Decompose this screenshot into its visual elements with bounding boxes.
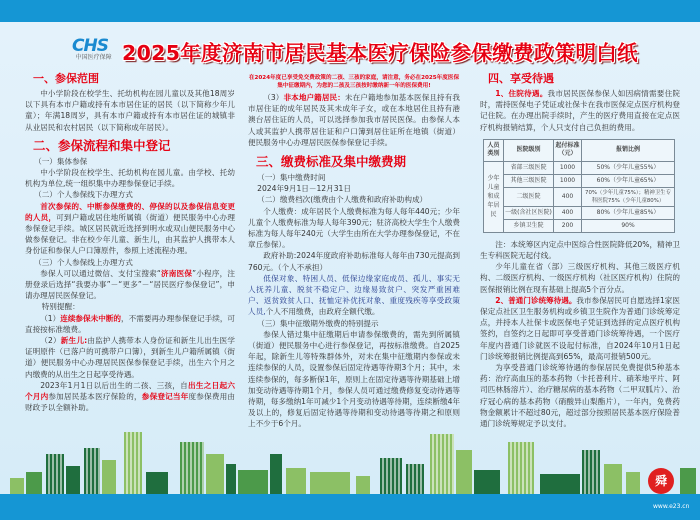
chs-logo-subtitle: 中国医疗保障 (75, 54, 112, 61)
group-enroll-title: （一）集体参保 (34, 156, 88, 166)
section-scope-heading: 一、参保范围 (33, 72, 99, 85)
col-header-deductible: 起付标准（元） (554, 139, 582, 161)
free-medicine-note: 为享受普通门诊统筹待遇的参保居民免费提供5种基本药：治疗高血压的基本药物（卡托普利片、硝苯地平片、阿司匹林肠溶片）、治疗糖尿病的基本药物（二甲双胍片）、治疗冠心病的基本药物（硝酸异山梨酯片），一年内，免费药物金额累计不超过80元，超过部分按照居民基本医疗保险普通门诊统筹规定予以支付。 (480, 363, 680, 429)
tip-continuous: （1）连续参保未中断的，不需要再办理参保登记手续，可直接按标准缴费。 (25, 313, 236, 334)
fee-tier-title: （二）缴费档次(缴费由个人缴费和政府补助构成） (257, 195, 428, 205)
bottom-banner (0, 494, 700, 520)
top-banner (0, 0, 700, 22)
section-fee-heading: 三、缴费标准及集中缴费期 (256, 154, 407, 170)
online-enroll-body: 参保人可以通过微信、支付宝搜索“济南医保”小程序，注册登录后选择“我要办事”－“更多”－“居民医疗参保登记”，申请办理居民医保登记。 (25, 268, 235, 301)
table-row: 少年儿童和成年居民 省部三级医院 1000 50%（少年儿童55%） (484, 161, 675, 174)
late-payment-title: （三）集中征缴期外缴费的特别提示 (257, 318, 379, 328)
column-middle (248, 74, 460, 430)
col-header-level: 医院级别 (504, 139, 554, 161)
collection-period-title: （一）集中缴费时间 (257, 173, 326, 183)
section-benefits-heading: 四、享受待遇 (488, 72, 554, 85)
mini-program-name: 济南医保 (160, 268, 193, 278)
collection-period-dates: 2024年9月1日－12月31日 (257, 184, 351, 194)
special-tip-title: 特别提醒： (41, 302, 80, 312)
table-row: 二级医院 400 70%（少年儿童75%）；精神卫生专科医院75%（少年儿童80%） (484, 187, 675, 206)
column-left (25, 70, 235, 413)
watermark-site: www.e23.cn (653, 503, 690, 510)
children-extra-note: 少年儿童在省（部）三级医疗机构、其他三级医疗机构、二级医疗机构、一级医疗机构（社区医疗机构）住院的医保报销比例在现有基础上提高5个百分点。 (480, 262, 680, 294)
tip-newborn: （2）新生儿:由监护人携带本人身份证和新生儿出生医学证明原件（已落户的可携带户口簿），到新生儿户籍所属镇（街道）便民服务中心办理居民医保参保登记手续，出生六个月之内缴费的从出生之日起享受待遇。 (25, 336, 236, 379)
offline-enroll-body: 首次参保的、中断参保缴费的、停保的以及参保信息变更的人员，可到户籍或居住地所属镇（街道）便民服务中心办理参保登记手续。城区居民就近选择到明水或双山便民服务中心做参保登记。非在校少年儿童、新生儿，由其监护人携带本人身份证和参保人户口簿原件，参照上述流程办理。 (25, 201, 235, 256)
watermark-stamp-icon: 舜 (648, 468, 674, 494)
exempt-groups: 低保对象、特困人员、低保边缘家庭成员、孤儿、事实无人抚养儿童、脱贫不稳定户、边缘易致贫户、突发严重困难户、返贫致贫人口、抚恤定补优抚对象、重度残疾等享受政策人员,个人不用缴费，由政府全额代缴。 (248, 273, 460, 317)
inpatient-benefit: 1、住院待遇。我市居民医保参保人如因病情需要住院时，需持医保电子凭证或社保卡在我市医保定点医疗机构登记住院。在办理出院手续时，产生的医疗费用直接在定点医疗机构报销结算，个人只支付自己负担的费用。 (480, 89, 680, 132)
tcm-note: 注：本统筹区内定点中医综合性医院降低20%，精神卫生专科医院无起付线。 (480, 239, 680, 261)
non-local-resident: （3）非本地户籍居民：未在户籍地参加基本医保且持有我市居住证的成年居民及其未成年子女，或在本地居住且持有港澳台居住证的人员，可以选择参加我市居民医保。由参保人本人或其监护人携带居住证和户口簿到居住证所在地镇（街道）便民服务中心办理居民医保参保登记手续。 (248, 93, 461, 147)
section-process-heading: 二、参保流程和集中登记 (33, 137, 171, 153)
red-notice: 在2024年度已享受免交费政策的二孩、三孩的家庭，请注意，务必在2025年度医保集中征缴期内，为您的二孩及三孩按时缴纳新一年的医保费用! (248, 75, 460, 89)
section-scope-body: 中小学阶段在校学生、托幼机构在园儿童以及其他18周岁以下具有本市户籍或持有本市居住证的居民（以下简称少年儿童）；年满18周岁，具有本市户籍或持有本市居住证的城镇非从业居民和农村居民（以下简称成年居民）。 (25, 89, 235, 132)
outpatient-benefit: 2、普通门诊统筹待遇。我市参保居民可自愿选择1家医保定点社区卫生服务机构或乡镇卫生院作为普通门诊统筹定点，并持本人社保卡或医保电子凭证到选择的定点医疗机构签约，自签约之日起即可享受普通门诊统筹待遇，一个医疗年度内普通门诊就医不设起付标准，自2024年10月1日起门诊统筹报销比例提高到65%，最高可报销500元。 (480, 295, 680, 361)
offline-enroll-title: （二）个人参保线下办理方式 (34, 190, 133, 200)
col-header-category: 人员类别 (484, 139, 504, 161)
government-subsidy: 政府补助:2024年度政府补助标准每人每年由730元提高到760元。（个人不承担） (248, 251, 460, 272)
online-enroll-title: （三）个人参保线上办理方式 (34, 257, 133, 267)
table-row: 乡镇卫生院 200 90% (484, 219, 675, 232)
chs-logo (62, 38, 118, 62)
column-right (480, 70, 680, 429)
table-row: 其他三级医院 1000 60%（少年儿童65%） (484, 174, 675, 187)
group-enroll-body: 中小学阶段在校学生、托幼机构在园儿童。由学校、托幼机构为单位,统一组织集中办理参保登记手续。 (25, 168, 235, 189)
table-row: 一级(含社区医院) 400 80%（少年儿童85%） (484, 206, 675, 219)
reimbursement-table (483, 139, 675, 233)
category-cell: 少年儿童和成年居民 (484, 161, 504, 232)
late-payment-body: 参保人错过集中征缴期后申请参保缴费的，需先到所属镇（街道）便民服务中心进行参保登记，再按标准缴费。自2025年起，除新生儿等特殊群体外，对未在集中征缴期内参保或未连续参保的人员，设置参保后固定待遇等待期3个月；其中，未连续参保的，每多断保1年，原则上在固定待遇等待期基础上增加变动待遇等待期1个月，参保人员可通过缴费修复变动待遇等待期，每多缴纳1年可减少1个月变动待遇等待期，连续断缴4年及以上的，修复后固定待遇等待期和变动待遇等待期之和原则上不少于6个月。 (248, 329, 460, 429)
page-title: 2025年度济南市居民基本医疗保险参保缴费政策明白纸 (122, 41, 638, 65)
offline-enroll-highlight: 首次参保的、中断参保缴费的、停保的以及参保信息变更的人员， (25, 201, 235, 222)
second-third-child-note: 2023年1月1日以后出生的二孩、三孩，自出生之日起六个月内参加居民基本医疗保险的，参保登记当年度参保费用由财政予以全额补助。 (25, 380, 236, 413)
chs-logo-mark: CHS (72, 36, 108, 56)
personal-fee: 个人缴费：成年居民个人缴费标准为每人每年440元；少年儿童个人缴费标准为每人每年390元；驻济高校大学生个人缴费标准为每人每年240元（大学生由所在大学办理参保登记，不在章丘参保）。 (248, 206, 460, 250)
col-header-ratio: 报销比例 (582, 139, 675, 161)
